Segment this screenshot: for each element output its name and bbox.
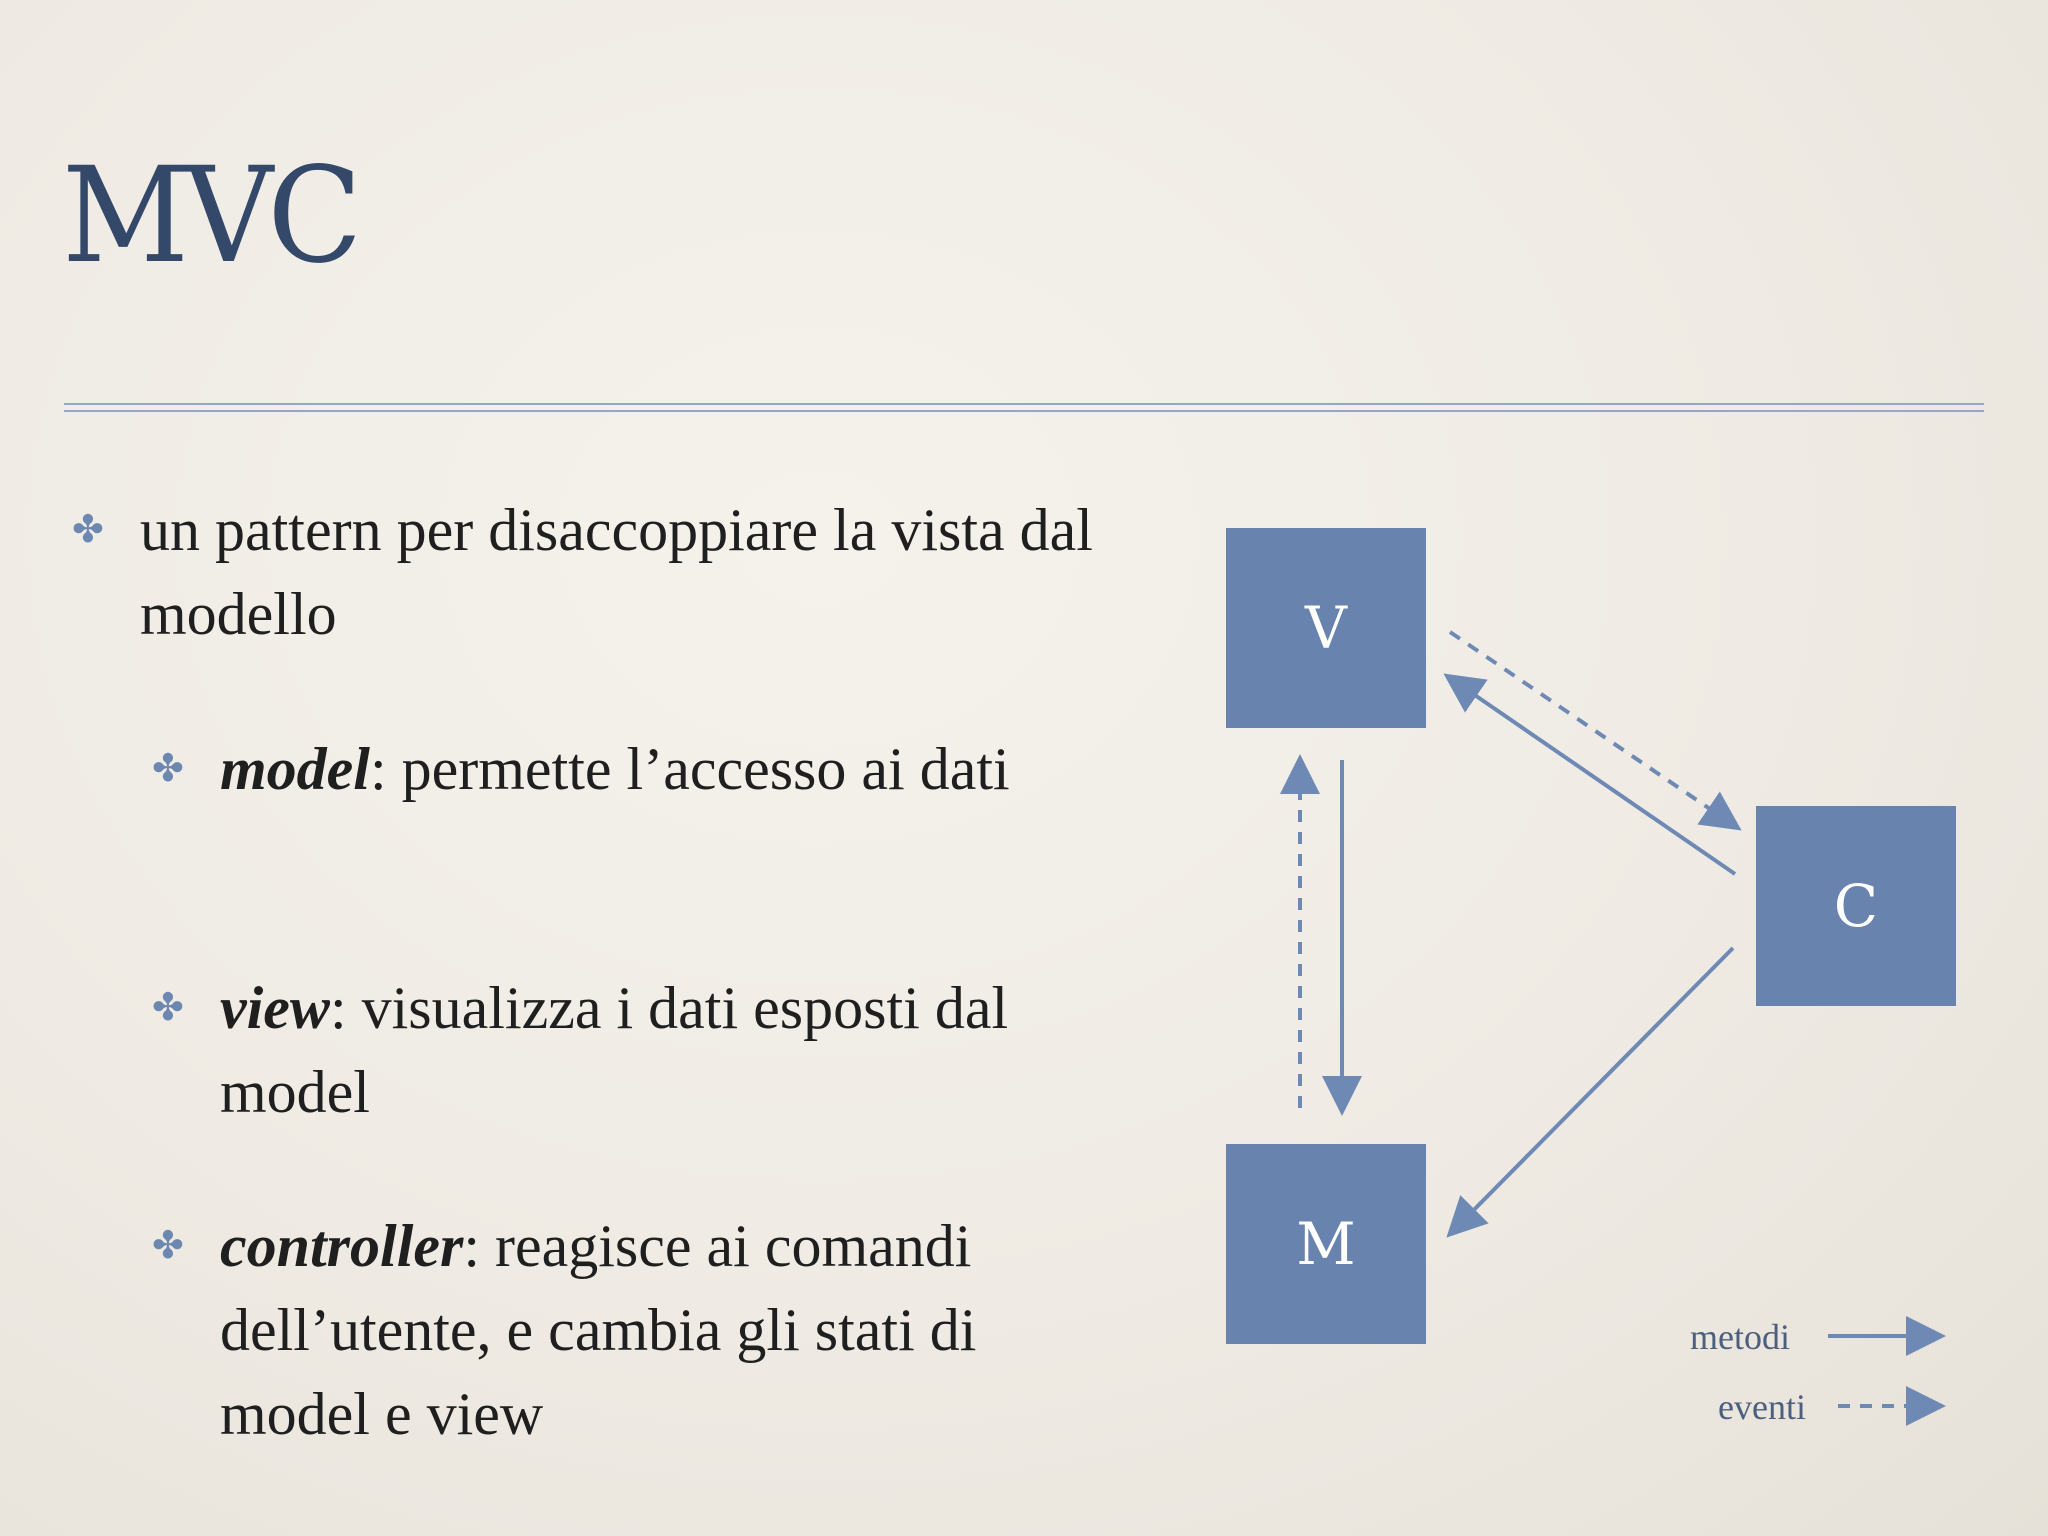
arrow-controller-to-model [1452, 948, 1733, 1232]
bullet-marker-icon: ✤ [152, 1225, 184, 1267]
view-node [1226, 528, 1426, 728]
slide-title: MVC [62, 139, 357, 293]
bullet-controller-term: controller [220, 1213, 464, 1279]
controller-node-label: C [1833, 872, 1879, 940]
model-node [1226, 1144, 1426, 1344]
bullet-marker-icon: ✤ [152, 748, 184, 790]
bullet-marker-icon: ✤ [72, 509, 104, 551]
model-node-label: M [1296, 1210, 1356, 1278]
bullet-model-text: : permette l’accesso ai dati [369, 736, 1010, 802]
bullet-main-text: un pattern per disaccoppiare la vista dal modello [140, 497, 1093, 647]
bullet-marker-icon: ✤ [152, 987, 184, 1029]
legend-methods-label: metodi [1690, 1317, 1790, 1357]
legend-events-label: eventi [1718, 1387, 1806, 1427]
view-node-label: V [1305, 594, 1347, 662]
bullet-controller-text: : reagisce ai comandi dell’utente, e cambia gli stati di model e view [220, 1213, 977, 1447]
bullet-model-term: model [220, 736, 370, 802]
bullet-view-term: view [220, 975, 330, 1041]
arrow-controller-to-view [1450, 678, 1735, 874]
bullet-view-text: : visualizza i dati esposti dal model [220, 975, 1009, 1125]
arrow-view-to-controller-event [1450, 632, 1735, 826]
controller-node [1756, 806, 1956, 1006]
